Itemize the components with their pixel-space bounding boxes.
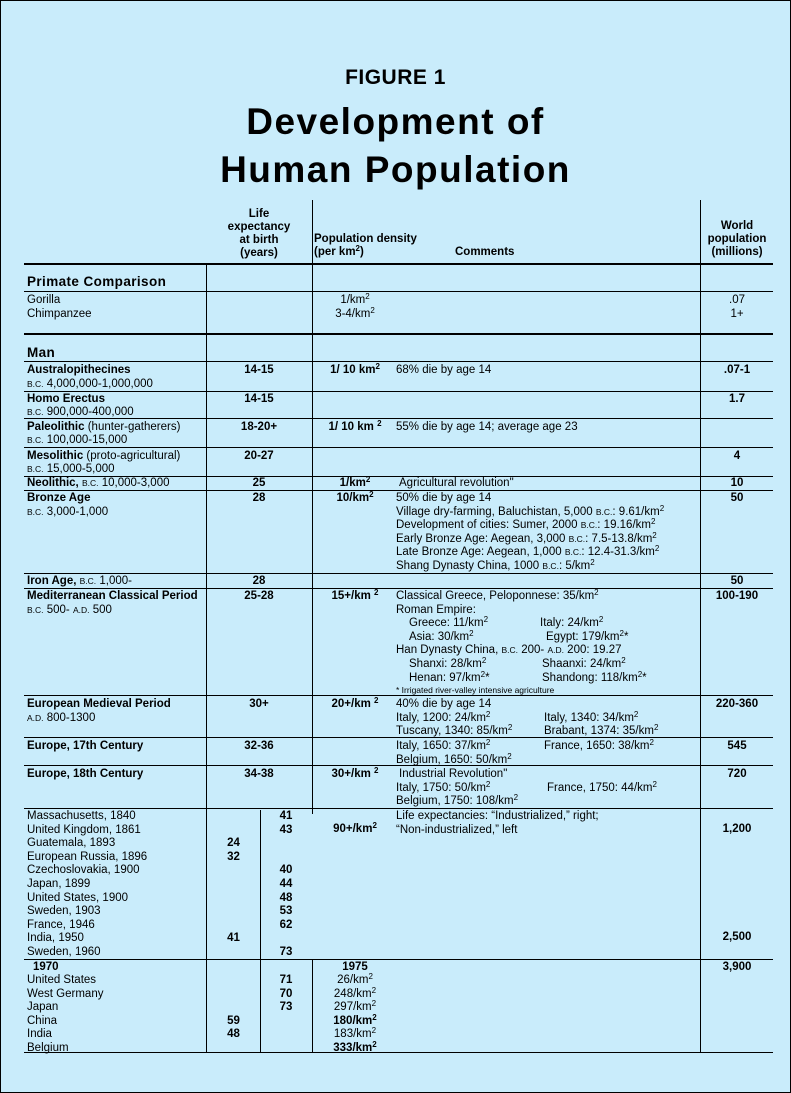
life-industrialized: 62: [279, 918, 293, 931]
era-life: 28: [252, 575, 266, 587]
modern-row-name: Sweden, 1960: [27, 946, 101, 958]
era-name: Europe, 18th Century: [27, 768, 144, 780]
life-industrialized: 40: [279, 864, 293, 877]
era-name: Bronze Age: [27, 492, 91, 504]
figure-label: FIGURE 1: [345, 66, 446, 89]
row-divider: [24, 447, 773, 448]
era-name: Australopithecines: [27, 364, 131, 376]
era-density: $1/km^2$: [339, 475, 371, 489]
primate-density: $3-4/km^2$: [335, 306, 375, 320]
modern-row-name: Guatemala, 1893: [27, 837, 116, 850]
era-comments: Italy, 1650: $37/km^2$ France, 1650: $38/km^2$ Belgium, 1650: $50/km^2$: [396, 738, 654, 766]
world-pop-1200: 1,200: [722, 823, 752, 835]
era-name: Europe, 17th Century: [27, 740, 144, 752]
era-name: Neolithic, B.C. 10,000-3,000: [27, 477, 170, 489]
era-world-pop: 1.7: [729, 393, 745, 405]
era-density: 1/ 10 km $^2$: [328, 419, 382, 433]
row-divider: [24, 291, 773, 292]
country-density: $183/km^2$: [333, 1026, 377, 1041]
era-world-pop: 720: [727, 768, 747, 780]
modern-row-name: Massachusetts, 1840: [27, 810, 136, 822]
modern-row-name: Czechoslovakia, 1900: [27, 864, 140, 877]
modern-row-name: United States, 1900: [27, 891, 129, 904]
life-industrialized: 41: [279, 810, 293, 822]
country-name: Belgium: [27, 1042, 69, 1054]
modern-row-name: Sweden, 1903: [27, 905, 101, 918]
header-world-population: World population (millions): [707, 220, 767, 258]
country-density: $297/km^2$: [333, 999, 377, 1014]
year-1970-label: 1970: [33, 961, 59, 973]
primate-world-pop: 1+: [730, 308, 744, 320]
era-name: Iron Age, B.C. 1,000-: [27, 575, 132, 587]
era-dates: B.C. 4,000,000-1,000,000: [27, 378, 153, 390]
era-name: European Medieval Period: [27, 698, 171, 710]
era-world-pop: 100-190: [715, 590, 759, 602]
country-name: China: [27, 1014, 58, 1027]
header-population-density: Population density (per $km^2$): [314, 233, 417, 258]
row-divider: [24, 263, 773, 265]
year-1975-label: 1975: [342, 961, 368, 973]
section-primate-comparison: Primate Comparison: [27, 274, 167, 289]
row-divider: [24, 1052, 773, 1053]
life-non-industrialized: 24: [227, 837, 240, 850]
country-name: Japan: [27, 1001, 59, 1014]
modern-row-name: India, 1950: [27, 932, 84, 945]
era-world-pop: 220-360: [715, 698, 759, 710]
life-non-industrialized: 48: [227, 1028, 240, 1041]
era-world-pop: 10: [730, 477, 744, 489]
era-comment: 68% die by age 14: [396, 364, 492, 376]
era-dates: B.C. 500- A.D. 500: [27, 604, 112, 616]
country-name: West Germany: [27, 987, 104, 1000]
country-density: $26/km^2$: [337, 972, 373, 986]
section-man: Man: [27, 345, 56, 360]
era-life: 20-27: [244, 450, 274, 462]
life-non-industrialized: 59: [227, 1014, 240, 1027]
era-world-pop: .07-1: [723, 364, 751, 376]
title-line-2: Human Population: [220, 149, 571, 190]
primate-name: Chimpanzee: [27, 308, 92, 320]
era-dates: B.C. 900,000-400,000: [27, 406, 134, 418]
life-industrialized: 53: [279, 905, 293, 918]
title-line-1: Development of: [246, 101, 545, 142]
primate-world-pop: .07: [729, 294, 745, 306]
modern-comment: Life expectancies: “Industrialized,” right; “Non-industrialized,” left: [396, 810, 599, 836]
column-divider: [700, 200, 701, 1053]
modern-row-name: France, 1946: [27, 918, 95, 931]
era-life: 28: [252, 492, 266, 504]
life-industrialized: 71: [279, 974, 293, 986]
era-density: 15+/km $^2$: [331, 588, 379, 602]
country-density: $180/km^2$: [333, 1012, 377, 1027]
life-industrialized: 43: [279, 823, 293, 836]
era-life: 14-15: [244, 393, 274, 405]
era-dates: B.C. 15,000-5,000: [27, 463, 115, 475]
primate-density: $1/km^2$: [340, 292, 370, 306]
life-industrialized: 48: [279, 891, 293, 904]
primate-name: Gorilla: [27, 294, 61, 306]
era-name: Homo Erectus: [27, 393, 105, 405]
era-world-pop: 50: [730, 492, 744, 504]
era-dates: B.C. 3,000-1,000: [27, 506, 109, 518]
column-divider: [312, 200, 313, 814]
era-life: 32-36: [244, 740, 274, 752]
life-non-industrialized: 41: [227, 932, 240, 945]
era-comment: 55% die by age 14; average age 23: [396, 421, 578, 433]
country-name: United States: [27, 974, 97, 986]
era-life: 25-28: [244, 590, 274, 602]
header-comments: Comments: [455, 246, 515, 258]
era-comments: Classical Greece, Peloponnese: $35/km^2$ Roman Empire: Greece: $11/km^2$ Italy: $24/km^2$ Asia: $30/km^2$ Egypt: $179/km^2*$ Han Dynasty China, B.C. 200- A.D. 200: 19.27 Shanxi: $28/km^2$ Shaanxi: $24/km^2$ Henan: $97/km^2*$ Shandong: $118/km^2*$ * Irrigated river-valley intensive agriculture: [396, 588, 647, 696]
life-non-industrialized: 32: [227, 850, 240, 863]
era-comment: Agricultural revolution": [399, 477, 514, 489]
modern-row-name: European Russia, 1896: [27, 850, 148, 863]
era-density: 20+/km $^2$: [331, 696, 379, 710]
era-world-pop: 50: [730, 575, 744, 587]
era-comments: Industrial Revolution" Italy, 1750: $50/km^2$ France, 1750: $44/km^2$ Belgium, 1750: $108/km^2$: [396, 768, 657, 808]
world-pop-2500: 2,500: [722, 931, 752, 943]
era-name: Mesolithic (proto-agricultural): [27, 450, 181, 462]
era-comments: 50% die by age 14 Village dry-farming, Baluchistan, 5,000 B.C.: $9.61/km^2$ Development of cities: Sumer, 2000 B.C.: $19.16/km^2$ Early Bronze Age: Aegean, 3,000 B.C.: $7.5-13.8/km^2$ Late Bronze Age: Aegean, 1,000 B.C.: $12.4-31.3/km^2$ Shang Dynasty China, 1000 B.C.: $5/km^2$: [396, 492, 665, 572]
era-world-pop: 545: [727, 740, 747, 752]
era-comments: 40% die by age 14 Italy, 1200: $24/km^2$ Italy, 1340: $34/km^2$ Tuscany, 1340: $85/km^2$ Brabant, 1374: $35/km^2$: [396, 698, 659, 738]
row-divider: [24, 333, 773, 335]
modern-density: $90+/km^2$: [333, 821, 377, 835]
life-industrialized: 73: [279, 1001, 293, 1014]
row-divider: [24, 418, 773, 419]
era-world-pop: 4: [733, 450, 741, 462]
era-life: 30+: [249, 698, 269, 710]
era-dates: A.D. 800-1300: [27, 712, 96, 724]
era-name: Mediterranean Classical Period: [27, 590, 198, 602]
country-density: $333/km^2$: [333, 1040, 377, 1054]
row-divider: [24, 361, 773, 362]
modern-row-name: United Kingdom, 1861: [27, 823, 141, 836]
country-density: $248/km^2$: [333, 985, 377, 1000]
era-name: Paleolithic (hunter-gatherers): [27, 421, 181, 433]
era-density: $10/km^2$: [336, 490, 374, 504]
row-divider: [24, 588, 773, 589]
life-industrialized: 73: [279, 946, 293, 958]
era-dates: B.C. 100,000-15,000: [27, 434, 128, 446]
era-life: 25: [252, 477, 266, 489]
era-density: 30+/km $^2$: [331, 766, 379, 780]
era-density: 1/ 10 $km^2$: [330, 362, 380, 376]
era-life: 18-20+: [240, 421, 278, 433]
world-pop-3900: 3,900: [722, 961, 752, 973]
country-name: India: [27, 1028, 52, 1041]
life-industrialized: 70: [279, 987, 293, 1000]
era-life: 34-38: [244, 768, 274, 780]
modern-row-name: Japan, 1899: [27, 878, 91, 890]
row-divider: [24, 959, 773, 960]
era-life: 14-15: [244, 364, 274, 376]
header-life-expectancy: Life expectancy at birth (years): [227, 208, 291, 259]
life-industrialized: 44: [279, 878, 293, 890]
row-divider: [24, 391, 773, 392]
